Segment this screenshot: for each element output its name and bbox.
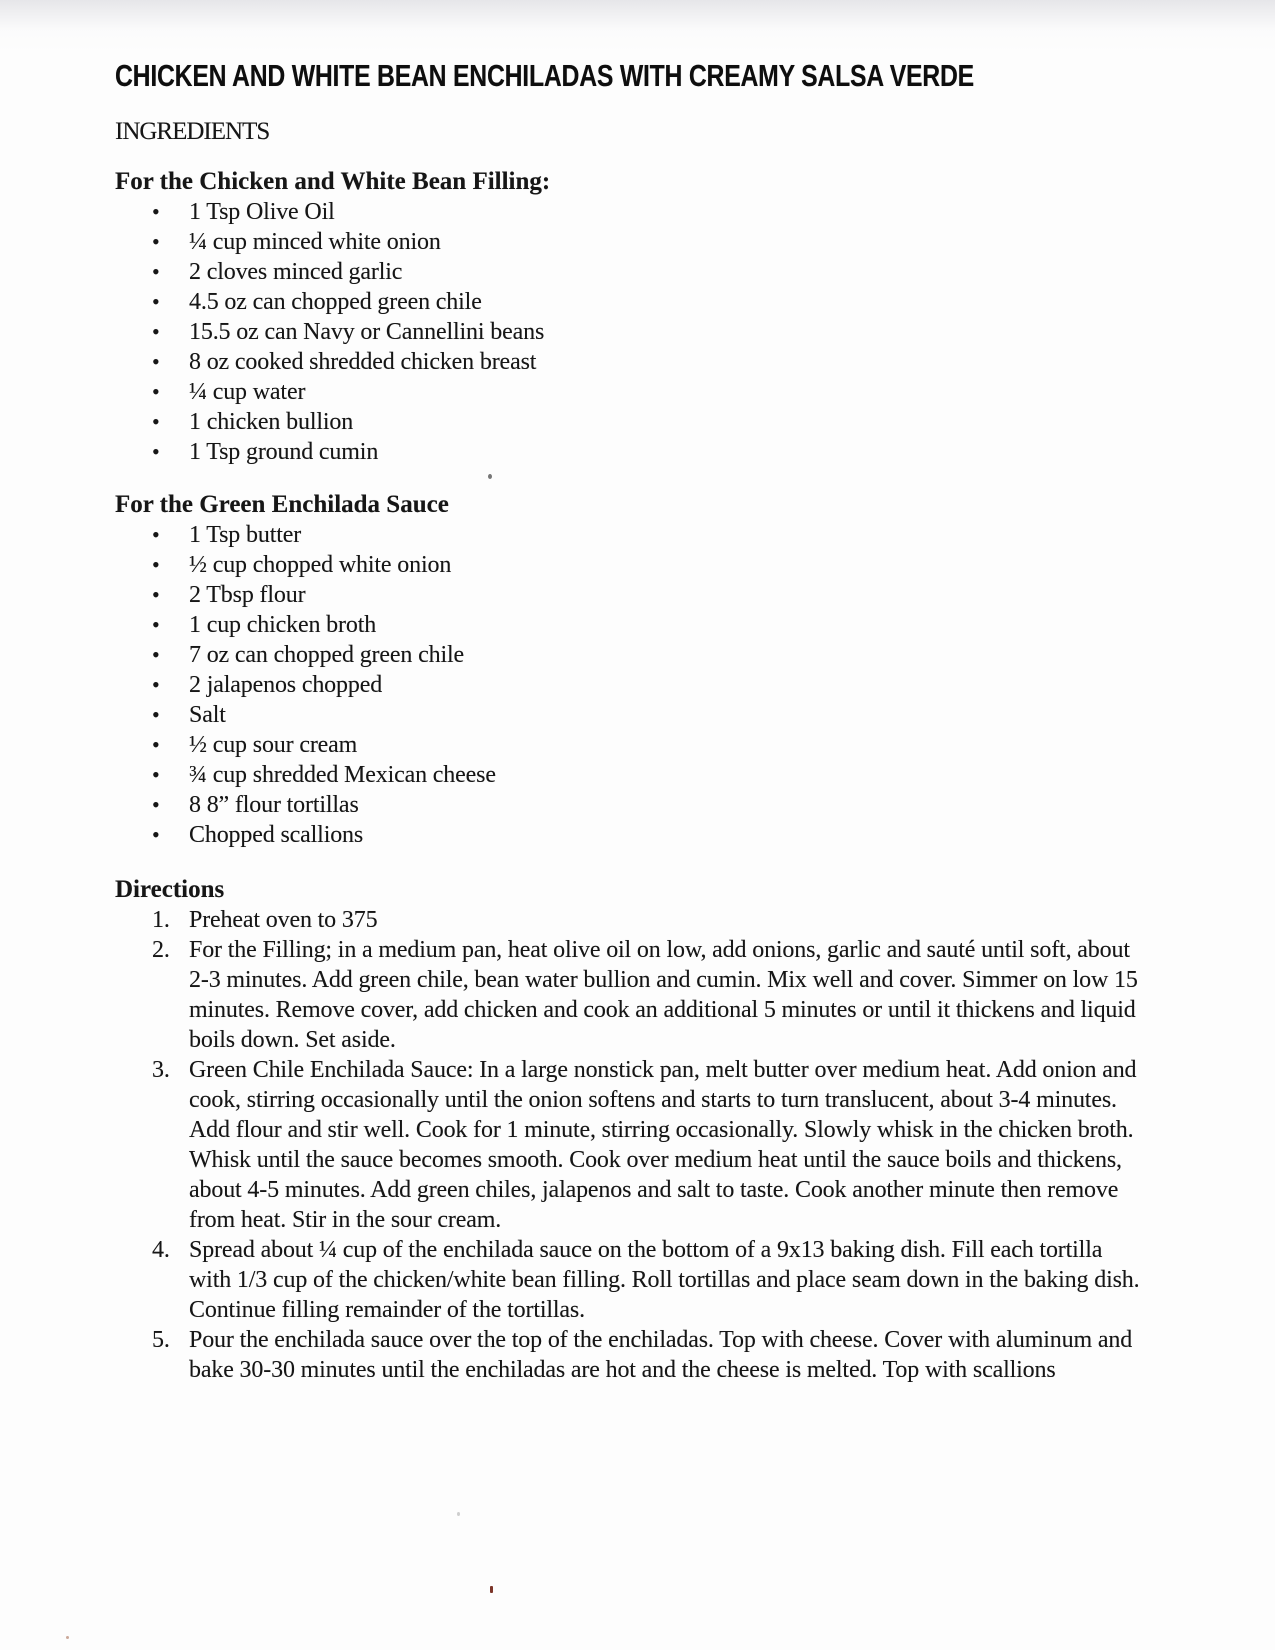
direction-step: [115, 1235, 1145, 1325]
ingredient-text: Chopped scallions: [189, 822, 364, 848]
list-item: [115, 550, 1161, 580]
bullet-icon: •: [152, 409, 160, 434]
list-item: [115, 670, 1161, 700]
bullet-icon: •: [152, 612, 160, 637]
scan-speck: [66, 1636, 69, 1639]
ingredient-text: 1 Tsp butter: [189, 522, 302, 548]
ingredient-text: 2 jalapenos chopped: [189, 672, 383, 698]
step-text: Preheat oven to 375: [189, 907, 378, 933]
bullet-icon: •: [152, 439, 160, 464]
bullet-icon: •: [152, 762, 160, 787]
ingredient-text: 4.5 oz can chopped green chile: [189, 289, 482, 315]
list-item: [115, 820, 1161, 850]
directions-heading: Directions: [115, 876, 225, 903]
ingredient-text: ¼ cup water: [189, 379, 306, 405]
list-item: [115, 347, 1161, 377]
bullet-icon: •: [152, 229, 160, 254]
bullet-icon: •: [152, 319, 160, 344]
ingredient-text: 2 Tbsp flour: [189, 582, 306, 608]
bullet-icon: •: [152, 349, 160, 374]
bullet-icon: •: [152, 702, 160, 727]
bullet-icon: •: [152, 522, 160, 547]
bullet-icon: •: [152, 199, 160, 224]
ingredient-text: 8 oz cooked shredded chicken breast: [189, 349, 537, 375]
scan-speck: [457, 1512, 460, 1516]
sauce-section-heading: For the Green Enchilada Sauce: [115, 491, 449, 518]
bullet-icon: •: [152, 582, 160, 607]
direction-step: [115, 935, 1145, 1055]
list-item: [115, 377, 1161, 407]
bullet-icon: •: [152, 642, 160, 667]
direction-step: [115, 1055, 1145, 1235]
list-item: [115, 580, 1161, 610]
step-text: Spread about ¼ cup of the enchilada sauce on the bottom of a 9x13 baking dish. Fill each tortilla with 1/3 cup of the chicken/white bean filling. Roll tortillas and place seam down in the baking dish. Continue filling remainder of the tortillas.: [189, 1237, 1140, 1323]
list-item: [115, 287, 1161, 317]
bullet-icon: •: [152, 822, 160, 847]
bullet-icon: •: [152, 792, 160, 817]
bullet-icon: •: [152, 732, 160, 757]
step-number: 4.: [152, 1237, 170, 1263]
recipe-title-text: CHICKEN AND WHITE BEAN ENCHILADAS WITH CREAMY SALSA VERDE: [115, 58, 974, 93]
list-item: [115, 317, 1161, 347]
recipe-document: [115, 0, 1161, 1385]
ingredient-text: 2 cloves minced garlic: [189, 259, 403, 285]
step-text: Green Chile Enchilada Sauce: In a large nonstick pan, melt butter over medium heat. Add onion and cook, stirring occasionally until the onion softens and starts to turn translucent, about 3-4 minutes. Add flour and stir well. Cook for 1 minute, stirring occasionally. Slowly whisk in the chicken broth. Whisk until the sauce becomes smooth. Cook over medium heat until the sauce boils and thickens, about 4-5 minutes. Add green chiles, jalapenos and salt to taste. Cook another minute then remove from heat. Stir in the sour cream.: [189, 1057, 1137, 1233]
ingredients-heading: INGREDIENTS: [115, 118, 270, 145]
ingredient-text: 1 chicken bullion: [189, 409, 354, 435]
list-item: [115, 640, 1161, 670]
ingredient-text: 8 8” flour tortillas: [189, 792, 359, 818]
list-item: [115, 520, 1161, 550]
direction-step: [115, 1325, 1145, 1385]
ingredient-text: ¼ cup minced white onion: [189, 229, 441, 255]
list-item: [115, 700, 1161, 730]
ingredient-text: ¾ cup shredded Mexican cheese: [189, 762, 496, 788]
list-item: [115, 730, 1161, 760]
direction-step: [115, 905, 1145, 935]
list-item: [115, 437, 1161, 467]
ingredient-text: 1 Tsp Olive Oil: [189, 199, 335, 225]
step-text: For the Filling; in a medium pan, heat olive oil on low, add onions, garlic and sauté until soft, about 2-3 minutes. Add green chile, bean water bullion and cumin. Mix well and cover. Simmer on low 15 minutes. Remove cover, add chicken and cook an additional 5 minutes or until it thickens and liquid boils down. Set aside.: [189, 937, 1138, 1053]
recipe-title: [115, 58, 1161, 94]
directions-list: [115, 905, 1145, 1385]
ingredient-text: ½ cup chopped white onion: [189, 552, 452, 578]
ingredient-text: 15.5 oz can Navy or Cannellini beans: [189, 319, 545, 345]
step-number: 5.: [152, 1327, 170, 1353]
scan-speck: [490, 1586, 493, 1593]
sauce-ingredient-list: [115, 520, 1161, 850]
ingredient-text: 7 oz can chopped green chile: [189, 642, 464, 668]
list-item: [115, 610, 1161, 640]
filling-ingredient-list: [115, 197, 1161, 467]
list-item: [115, 760, 1161, 790]
step-number: 2.: [152, 937, 170, 963]
list-item: [115, 227, 1161, 257]
ingredient-text: 1 Tsp ground cumin: [189, 439, 379, 465]
list-item: [115, 790, 1161, 820]
step-text: Pour the enchilada sauce over the top of the enchiladas. Top with cheese. Cover with aluminum and bake 30-30 minutes until the enchiladas are hot and the cheese is melted. Top with scallions: [189, 1327, 1133, 1383]
ingredient-text: 1 cup chicken broth: [189, 612, 377, 638]
bullet-icon: •: [152, 379, 160, 404]
bullet-icon: •: [152, 552, 160, 577]
bullet-icon: •: [152, 289, 160, 314]
ingredient-text: Salt: [189, 702, 226, 728]
list-item: [115, 197, 1161, 227]
list-item: [115, 407, 1161, 437]
filling-section-heading: For the Chicken and White Bean Filling:: [115, 168, 551, 195]
bullet-icon: •: [152, 672, 160, 697]
step-number: 3.: [152, 1057, 170, 1083]
ingredient-text: ½ cup sour cream: [189, 732, 358, 758]
bullet-icon: •: [152, 259, 160, 284]
list-item: [115, 257, 1161, 287]
step-number: 1.: [152, 907, 170, 933]
